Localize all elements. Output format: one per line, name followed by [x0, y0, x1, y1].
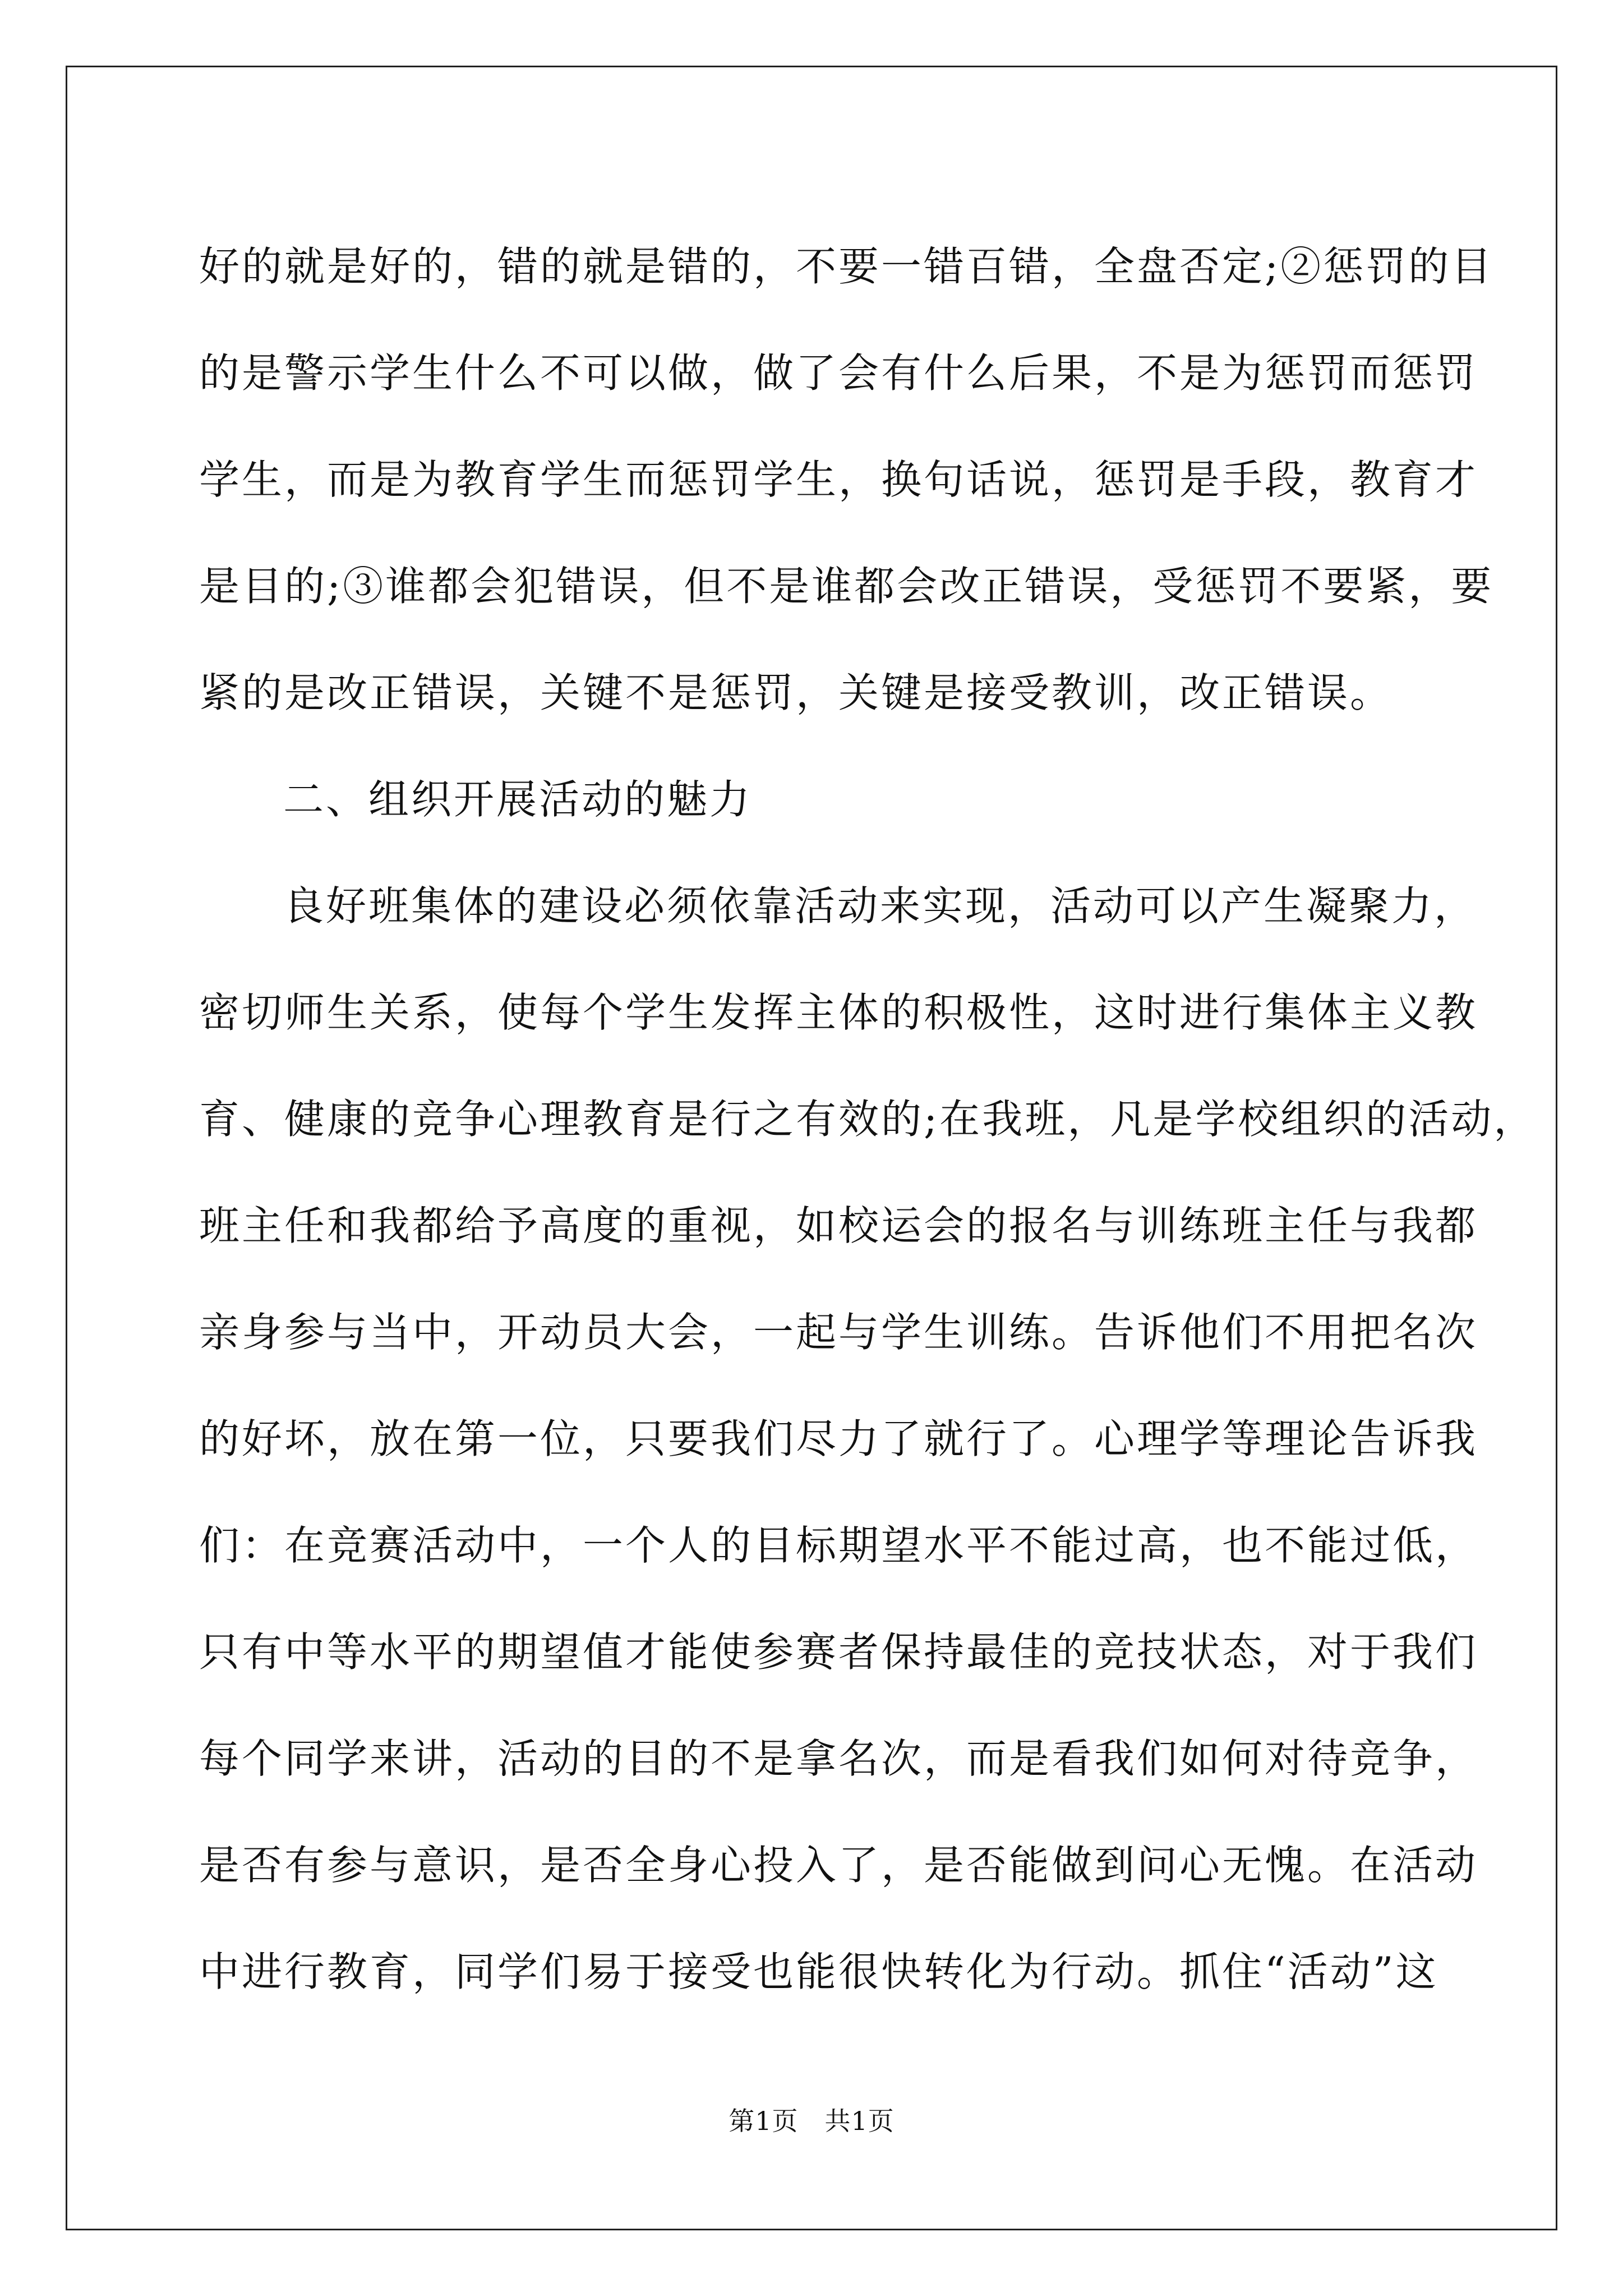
- body-line: 亲身参与当中，开动员大会，一起与学生训练。告诉他们不用把名次: [199, 1309, 1478, 1356]
- body-line: 好的就是好的，错的就是错的，不要一错百错，全盘否定;②惩罚的目: [199, 243, 1494, 290]
- body-line: 学生，而是为教育学生而惩罚学生，换句话说，惩罚是手段，教育才: [199, 456, 1478, 503]
- body-line: 每个同学来讲，活动的目的不是拿名次，而是看我们如何对待竞争，: [199, 1735, 1478, 1782]
- body-line: 的好坏，放在第一位，只要我们尽力了就行了。心理学等理论告诉我: [199, 1415, 1478, 1462]
- body-line: 是目的;③谁都会犯错误，但不是谁都会改正错误，受惩罚不要紧，要: [199, 563, 1494, 610]
- body-line: 只有中等水平的期望值才能使参赛者保持最佳的竞技状态，对于我们: [199, 1628, 1478, 1676]
- page-number-footer: 第1页 共1页: [728, 2106, 895, 2136]
- document-body: [199, 213, 1537, 2025]
- body-line: 育、健康的竞争心理教育是行之有效的;在我班，凡是学校组织的活动，: [199, 1096, 1537, 1143]
- body-line: 的是警示学生什么不可以做，做了会有什么后果，不是为惩罚而惩罚: [199, 349, 1478, 397]
- body-line: 中进行教育，同学们易于接受也能很快转化为行动。抓住“活动”这: [199, 1948, 1438, 1995]
- section-heading: 二、组织开展活动的魅力: [283, 776, 753, 823]
- body-line: 密切师生关系，使每个学生发挥主体的积极性，这时进行集体主义教: [199, 989, 1478, 1036]
- paragraph-first-line: 良好班集体的建设必须依靠活动来实现，活动可以产生凝聚力，: [283, 882, 1477, 930]
- body-line: 紧的是改正错误，关键不是惩罚，关键是接受教训，改正错误。: [199, 669, 1393, 716]
- body-line: 是否有参与意识，是否全身心投入了，是否能做到问心无愧。在活动: [199, 1842, 1478, 1889]
- body-line: 们：在竞赛活动中，一个人的目标期望水平不能过高，也不能过低，: [199, 1522, 1478, 1569]
- body-line: 班主任和我都给予高度的重视，如校运会的报名与训练班主任与我都: [199, 1202, 1478, 1249]
